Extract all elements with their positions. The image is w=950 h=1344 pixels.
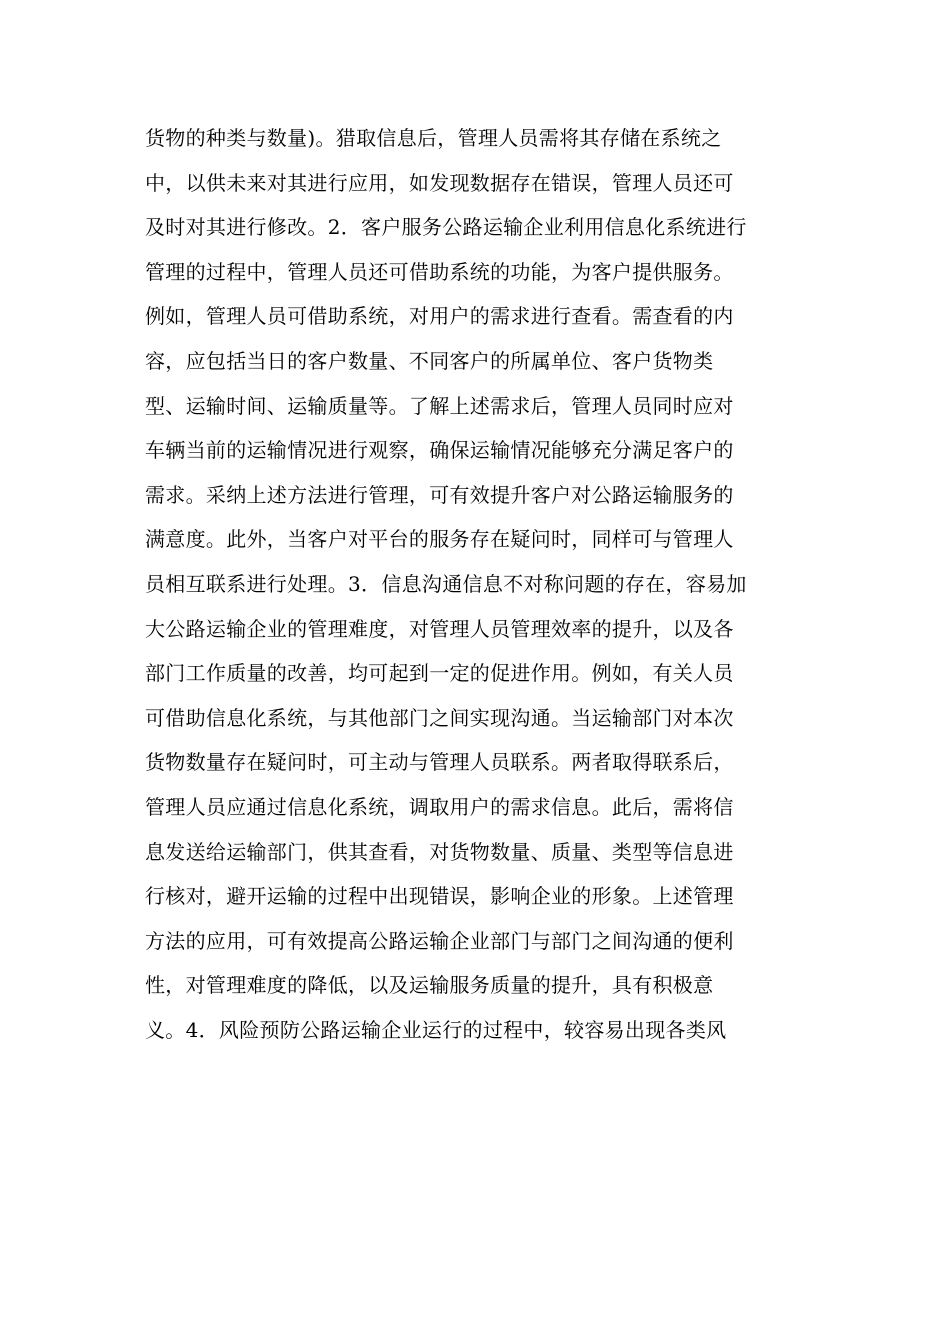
text-line: 需求。采纳上述方法进行管理，可有效提升客户对公路运输服务的 [145,482,734,507]
text-line: 中，以供未来对其进行应用，如发现数据存在错误，管理人员还可 [145,170,734,195]
text-line: 管理的过程中，管理人员还可借助系统的功能，为客户提供服务。 [145,259,734,284]
text-line: 员相互联系进行处理。3．信息沟通信息不对称问题的存在，容易加 [145,571,747,596]
body-text [145,116,825,1052]
text-line: 容，应包括当日的客户数量、不同客户的所属单位、客户货物类 [145,348,714,373]
text-line: 部门工作质量的改善，均可起到一定的促进作用。例如，有关人员 [145,661,734,686]
text-line: 息发送给运输部门，供其查看，对货物数量、质量、类型等信息进 [145,839,734,864]
text-line: 车辆当前的运输情况进行观察，确保运输情况能够充分满足客户的 [145,438,734,463]
text-line: 大公路运输企业的管理难度，对管理人员管理效率的提升，以及各 [145,616,734,641]
text-line: 例如，管理人员可借助系统，对用户的需求进行查看。需查看的内 [145,304,734,329]
text-line: 及时对其进行修改。2．客户服务公路运输企业利用信息化系统进行 [145,215,747,240]
text-line: 满意度。此外，当客户对平台的服务存在疑问时，同样可与管理人 [145,527,734,552]
text-line: 可借助信息化系统，与其他部门之间实现沟通。当运输部门对本次 [145,705,734,730]
text-line: 性，对管理难度的降低，以及运输服务质量的提升，具有积极意 [145,973,714,998]
text-line: 行核对，避开运输的过程中出现错误，影响企业的形象。上述管理 [145,884,734,909]
text-line: 型、运输时间、运输质量等。了解上述需求后，管理人员同时应对 [145,393,734,418]
text-line: 义。4．风险预防公路运输企业运行的过程中，较容易出现各类风 [145,1017,727,1042]
text-line: 管理人员应通过信息化系统，调取用户的需求信息。此后，需将信 [145,794,734,819]
text-line: 方法的应用，可有效提高公路运输企业部门与部门之间沟通的便利 [145,928,734,953]
text-line: 货物数量存在疑问时，可主动与管理人员联系。两者取得联系后， [145,750,734,775]
text-line: 货物的种类与数量)。猎取信息后，管理人员需将其存储在系统之 [145,126,722,150]
